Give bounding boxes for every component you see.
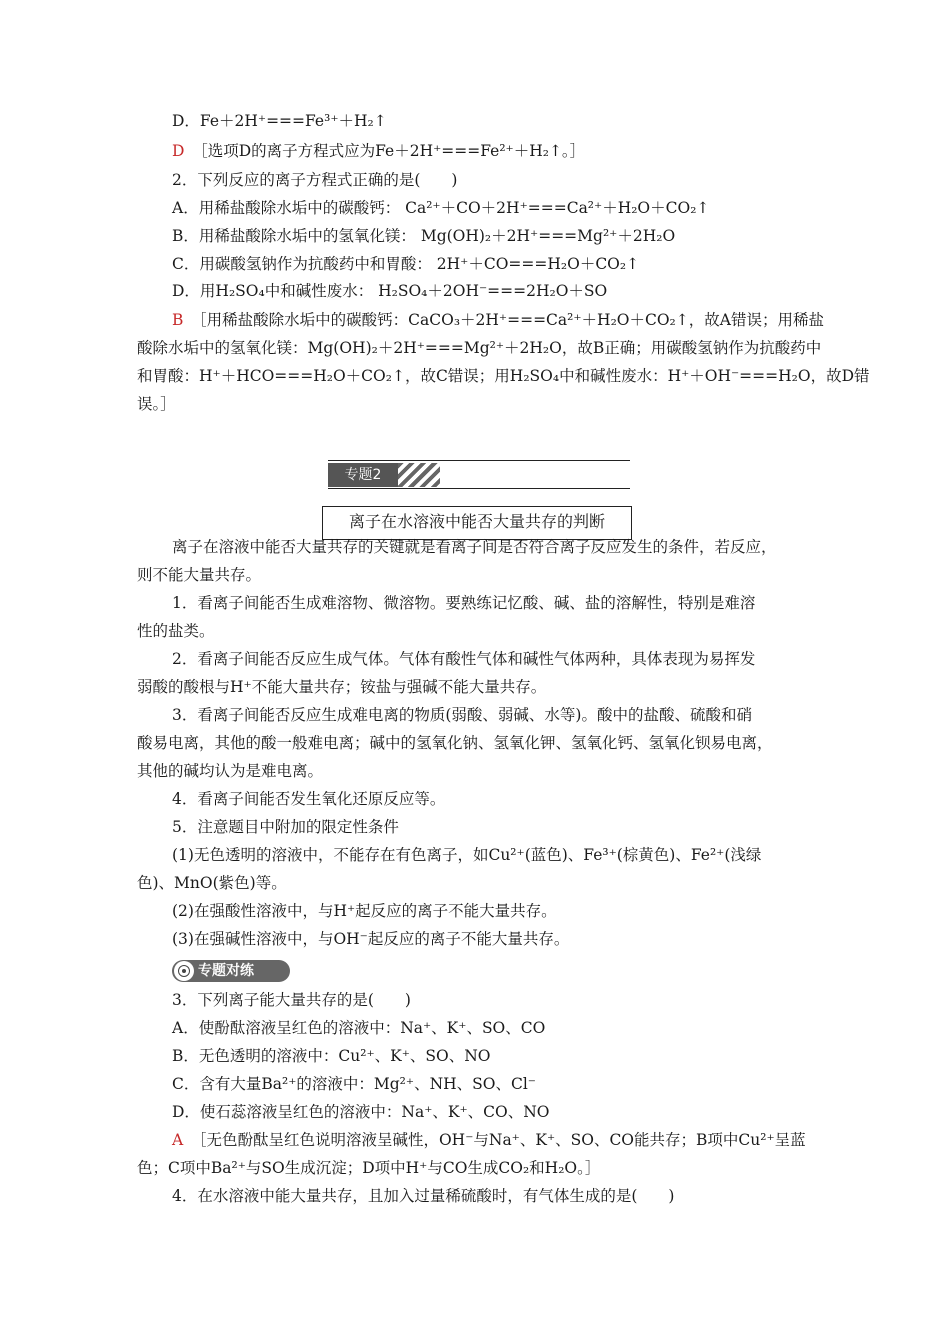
text-line bbox=[172, 1186, 674, 1206]
topic-stripes-decoration bbox=[398, 463, 440, 487]
line-text: 其他的碱均认为是难电离。 bbox=[137, 762, 324, 780]
line-text: D．使石蕊溶液呈红色的溶液中：Na⁺、K⁺、CO、NO bbox=[172, 1103, 550, 1121]
text-line bbox=[137, 733, 773, 753]
topic-label: 专题2 bbox=[328, 463, 398, 487]
text-line bbox=[172, 929, 569, 949]
line-text: ［选项D的离子方程式应为Fe＋2H⁺===Fe²⁺＋H₂↑。］ bbox=[199, 142, 586, 160]
line-text: (3)在强碱性溶液中，与OH⁻起反应的离子不能大量共存。 bbox=[172, 930, 570, 948]
topic-header bbox=[328, 460, 630, 489]
line-text: A．使酚酞溶液呈红色的溶液中：Na⁺、K⁺、SO、CO bbox=[172, 1019, 546, 1037]
line-text: 2．下列反应的离子方程式正确的是( ) bbox=[172, 171, 458, 189]
text-line bbox=[172, 281, 607, 301]
text-line bbox=[172, 1018, 545, 1038]
text-line bbox=[172, 789, 445, 809]
text-line bbox=[137, 338, 821, 358]
text-line bbox=[172, 254, 639, 274]
line-text: 4．看离子间能否发生氧化还原反应等。 bbox=[172, 790, 446, 808]
line-text: 性的盐类。 bbox=[137, 622, 215, 640]
line-text: D．用H₂SO₄中和碱性废水： H₂SO₄＋2OH⁻===2H₂O＋SO bbox=[172, 282, 608, 300]
line-text: 和胃酸：H⁺＋HCO===H₂O＋CO₂↑，故C错误；用H₂SO₄中和碱性废水：H⁺＋OH⁻===H₂O，故D错 bbox=[137, 367, 870, 385]
line-text: A．用稀盐酸除水垢中的碳酸钙： Ca²⁺＋CO＋2H⁺===Ca²⁺＋H₂O＋CO₂↑ bbox=[172, 199, 710, 217]
text-line bbox=[172, 537, 777, 557]
line-text: 则不能大量共存。 bbox=[137, 566, 262, 584]
line-text: 4．在水溶液中能大量共存，且加入过量稀硫酸时，有气体生成的是( ) bbox=[172, 1187, 675, 1205]
line-text: 酸除水垢中的氢氧化镁：Mg(OH)₂＋2H⁺===Mg²⁺＋2H₂O，故B正确；用碳酸氢钠作为抗酸药中 bbox=[137, 339, 822, 357]
line-text: B．无色透明的溶液中：Cu²⁺、K⁺、SO、NO bbox=[172, 1047, 491, 1065]
text-line bbox=[172, 705, 752, 725]
text-line bbox=[137, 761, 323, 781]
text-line bbox=[172, 1074, 536, 1094]
text-line bbox=[137, 366, 870, 386]
text-line bbox=[172, 845, 761, 865]
text-line bbox=[172, 817, 399, 837]
practice-label: 专题对练 bbox=[198, 963, 254, 979]
line-text: 色；C项中Ba²⁺与SO生成沉淀；D项中H⁺与CO生成CO₂和H₂O。］ bbox=[137, 1159, 601, 1177]
answer-letter: B bbox=[172, 311, 184, 329]
text-line bbox=[172, 593, 755, 613]
answer-letter: A bbox=[172, 1131, 184, 1149]
text-line bbox=[172, 1130, 806, 1150]
text-line bbox=[172, 170, 457, 190]
text-line bbox=[137, 394, 176, 414]
line-text: 1．看离子间能否生成难溶物、微溶物。要熟练记忆酸、碱、盐的溶解性，特别是难溶 bbox=[172, 594, 756, 612]
text-line bbox=[172, 141, 585, 161]
target-icon bbox=[174, 961, 194, 981]
line-text: D．Fe＋2H⁺===Fe³⁺＋H₂↑ bbox=[172, 112, 387, 130]
line-text: 3．下列离子能大量共存的是( ) bbox=[172, 991, 411, 1009]
text-line bbox=[172, 901, 557, 921]
line-text: 离子在溶液中能否大量共存的关键就是看离子间是否符合离子反应发生的条件，若反应， bbox=[172, 538, 777, 556]
topic-title: 离子在水溶液中能否大量共存的判断 bbox=[322, 506, 632, 540]
text-line bbox=[172, 649, 755, 669]
text-line bbox=[172, 1102, 550, 1122]
text-line bbox=[172, 1046, 491, 1066]
text-line bbox=[172, 310, 824, 330]
line-text: ［用稀盐酸除水垢中的碳酸钙：CaCO₃＋2H⁺===Ca²⁺＋H₂O＋CO₂↑，故A错误；用稀盐 bbox=[198, 311, 824, 329]
line-text: (2)在强酸性溶液中，与H⁺起反应的离子不能大量共存。 bbox=[172, 902, 557, 920]
line-text: 误。］ bbox=[137, 395, 176, 413]
line-text: B．用稀盐酸除水垢中的氢氧化镁： Mg(OH)₂＋2H⁺===Mg²⁺＋2H₂O bbox=[172, 227, 676, 245]
text-line bbox=[137, 1158, 600, 1178]
answer-letter: D bbox=[172, 142, 185, 160]
text-line bbox=[172, 198, 709, 218]
text-line bbox=[172, 990, 411, 1010]
line-text: (1)无色透明的溶液中，不能存在有色离子，如Cu²⁺(蓝色)、Fe³⁺(棕黄色)、Fe²⁺(浅绿 bbox=[172, 846, 762, 864]
line-text: 弱酸的酸根与H⁺不能大量共存；铵盐与强碱不能大量共存。 bbox=[137, 678, 547, 696]
text-line bbox=[172, 226, 675, 246]
line-text: 酸易电离，其他的酸一般难电离；碱中的氢氧化钠、氢氧化钾、氢氧化钙、氢氧化钡易电离， bbox=[137, 734, 773, 752]
topic-divider bbox=[328, 488, 630, 489]
practice-header bbox=[172, 960, 290, 982]
text-line bbox=[172, 111, 387, 131]
line-text: ［无色酚酞呈红色说明溶液呈碱性，OH⁻与Na⁺、K⁺、SO、CO能共存；B项中Cu²⁺呈蓝 bbox=[198, 1131, 806, 1149]
line-text: C．用碳酸氢钠作为抗酸药中和胃酸： 2H⁺＋CO===H₂O＋CO₂↑ bbox=[172, 255, 640, 273]
text-line bbox=[137, 565, 261, 585]
line-text: 2．看离子间能否反应生成气体。气体有酸性气体和碱性气体两种，具体表现为易挥发 bbox=[172, 650, 756, 668]
text-line bbox=[137, 621, 215, 641]
line-text: C．含有大量Ba²⁺的溶液中：Mg²⁺、NH、SO、Cl⁻ bbox=[172, 1075, 536, 1093]
text-line bbox=[137, 677, 546, 697]
line-text: 3．看离子间能否反应生成难电离的物质(弱酸、弱碱、水等)。酸中的盐酸、硫酸和硝 bbox=[172, 706, 752, 724]
line-text: 5．注意题目中附加的限定性条件 bbox=[172, 818, 399, 836]
text-line bbox=[137, 873, 287, 893]
line-text: 色)、MnO(紫色)等。 bbox=[137, 874, 287, 892]
